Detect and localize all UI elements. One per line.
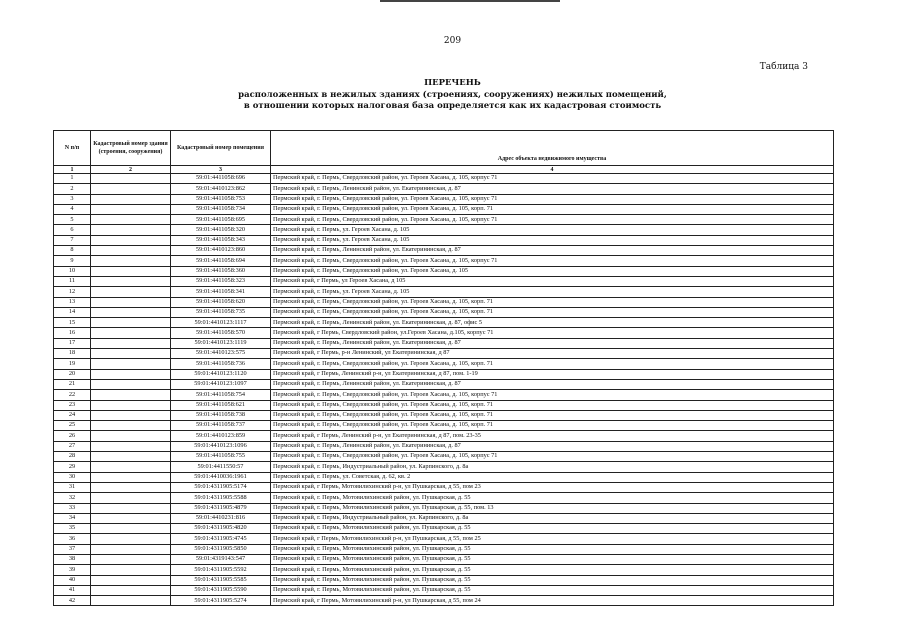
row-number: 2 bbox=[54, 184, 91, 194]
property-address: Пермский край, г. Пермь, Свердловский район, ул. Героев Хасана, д. 105, корп. 71 bbox=[271, 307, 834, 317]
premises-cadastral-number: 59:01:4411058:754 bbox=[171, 390, 271, 400]
building-cadastral-number bbox=[91, 328, 171, 338]
premises-cadastral-number: 59:01:4410123:1119 bbox=[171, 338, 271, 348]
row-number: 23 bbox=[54, 400, 91, 410]
row-number: 34 bbox=[54, 513, 91, 523]
property-address: Пермский край, г Пермь, ул Героев Хасана, д 105 bbox=[271, 276, 834, 286]
premises-cadastral-number: 59:01:4311905:5588 bbox=[171, 493, 271, 503]
property-address: Пермский край, г. Пермь, Свердловский район, ул. Героев Хасана, д. 105, корп. 71 bbox=[271, 359, 834, 369]
property-address: Пермский край, г. Пермь, Ленинский район, ул. Екатерининская, д. 87 bbox=[271, 246, 834, 256]
table-row bbox=[54, 431, 834, 441]
building-cadastral-number bbox=[91, 472, 171, 482]
table-row bbox=[54, 462, 834, 472]
table-row bbox=[54, 194, 834, 204]
building-cadastral-number bbox=[91, 554, 171, 564]
building-cadastral-number bbox=[91, 400, 171, 410]
premises-cadastral-number: 59:01:4411058:734 bbox=[171, 204, 271, 214]
property-address: Пермский край, г Пермь, Свердловский район, ул.Героев Хасана, д.105, корпус 71 bbox=[271, 328, 834, 338]
row-number: 18 bbox=[54, 349, 91, 359]
premises-cadastral-number: 59:01:4411058:735 bbox=[171, 307, 271, 317]
table-row bbox=[54, 596, 834, 606]
property-address: Пермский край, г. Пермь, Ленинский район, ул. Екатерининская, д. 87 bbox=[271, 184, 834, 194]
building-cadastral-number bbox=[91, 276, 171, 286]
property-address: Пермский край, г Пермь, Мотовилихинский р-н, ул Пушкарская, д 55, пом 23 bbox=[271, 482, 834, 492]
table-row bbox=[54, 287, 834, 297]
property-address: Пермский край, г Пермь, р-н Ленинский, ул Екатерининская, д 87 bbox=[271, 349, 834, 359]
building-cadastral-number bbox=[91, 596, 171, 606]
property-address: Пермский край, г. Пермь, Индустриальный район, ул. Карпинского, д. 8а bbox=[271, 513, 834, 523]
table-row bbox=[54, 276, 834, 286]
table-body bbox=[54, 174, 834, 606]
premises-cadastral-number: 59:01:4411058:343 bbox=[171, 235, 271, 245]
row-number: 3 bbox=[54, 194, 91, 204]
title-line-2: расположенных в нежилых зданиях (строениях, сооружениях) нежилых помещений, bbox=[238, 89, 667, 100]
row-number: 13 bbox=[54, 297, 91, 307]
property-address: Пермский край, г. Пермь, Мотовилихинский район, ул. Пушкарская, д. 55 bbox=[271, 544, 834, 554]
row-number: 27 bbox=[54, 441, 91, 451]
property-address: Пермский край, г. Пермь, Мотовилихинский район, ул. Пушкарская, д. 55, пом. 13 bbox=[271, 503, 834, 513]
property-address: Пермский край, г. Пермь, Ленинский район, ул. Екатерининская, д. 87 bbox=[271, 379, 834, 389]
table-row bbox=[54, 235, 834, 245]
row-number: 17 bbox=[54, 338, 91, 348]
table-row bbox=[54, 493, 834, 503]
building-cadastral-number bbox=[91, 369, 171, 379]
table-row bbox=[54, 513, 834, 523]
row-number: 14 bbox=[54, 307, 91, 317]
property-address: Пермский край, г. Пермь, Ленинский район, ул. Екатерининская, д. 87, офис 5 bbox=[271, 318, 834, 328]
table-row bbox=[54, 246, 834, 256]
row-number: 42 bbox=[54, 596, 91, 606]
row-number: 24 bbox=[54, 410, 91, 420]
premises-cadastral-number: 59:01:4319143:547 bbox=[171, 554, 271, 564]
column-number: 3 bbox=[171, 166, 271, 174]
property-address: Пермский край, г. Пермь, Свердловский район, ул. Героев Хасана, д. 105, корпус 71 bbox=[271, 390, 834, 400]
building-cadastral-number bbox=[91, 194, 171, 204]
building-cadastral-number bbox=[91, 544, 171, 554]
table-row bbox=[54, 215, 834, 225]
premises-cadastral-number: 59:01:4410123:575 bbox=[171, 349, 271, 359]
row-number: 5 bbox=[54, 215, 91, 225]
premises-cadastral-number: 59:01:4311905:4745 bbox=[171, 534, 271, 544]
building-cadastral-number bbox=[91, 349, 171, 359]
premises-cadastral-number: 59:01:4410123:860 bbox=[171, 246, 271, 256]
building-cadastral-number bbox=[91, 421, 171, 431]
table-row bbox=[54, 410, 834, 420]
document-title bbox=[0, 78, 905, 113]
row-number: 19 bbox=[54, 359, 91, 369]
premises-cadastral-number: 59:01:4411058:738 bbox=[171, 410, 271, 420]
row-number: 36 bbox=[54, 534, 91, 544]
property-address: Пермский край, г. Пермь, Ленинский район, ул. Екатерининская, д. 87 bbox=[271, 338, 834, 348]
building-cadastral-number bbox=[91, 266, 171, 276]
table-row bbox=[54, 452, 834, 462]
building-cadastral-number bbox=[91, 493, 171, 503]
table-row bbox=[54, 565, 834, 575]
building-cadastral-number bbox=[91, 482, 171, 492]
property-address: Пермский край, г. Пермь, ул. Героев Хасана, д. 105 bbox=[271, 287, 834, 297]
property-address: Пермский край, г. Пермь, Свердловский район, ул. Героев Хасана, д. 105, корп. 71 bbox=[271, 421, 834, 431]
building-cadastral-number bbox=[91, 318, 171, 328]
premises-cadastral-number: 59:01:4411058:694 bbox=[171, 256, 271, 266]
building-cadastral-number bbox=[91, 204, 171, 214]
property-address: Пермский край, г Пермь, Мотовилихинский р-н, ул Пушкарская, д 55, пом 25 bbox=[271, 534, 834, 544]
table-row bbox=[54, 534, 834, 544]
building-cadastral-number bbox=[91, 431, 171, 441]
header-building-cadastral: Кадастровый номер здания (строения, сооружения) bbox=[91, 131, 171, 166]
table-row bbox=[54, 554, 834, 564]
premises-cadastral-number: 59:01:4311905:5592 bbox=[171, 565, 271, 575]
table-row bbox=[54, 421, 834, 431]
premises-cadastral-number: 59:01:4411058:755 bbox=[171, 452, 271, 462]
row-number: 12 bbox=[54, 287, 91, 297]
premises-cadastral-number: 59:01:4311905:5590 bbox=[171, 585, 271, 595]
row-number: 30 bbox=[54, 472, 91, 482]
property-address: Пермский край, г. Пермь, Мотовилихинский район, ул. Пушкарская, д. 55 bbox=[271, 524, 834, 534]
title-line-3: в отношении которых налоговая база определяется как их кадастровая стоимость bbox=[243, 101, 662, 111]
row-number: 39 bbox=[54, 565, 91, 575]
row-number: 4 bbox=[54, 204, 91, 214]
building-cadastral-number bbox=[91, 184, 171, 194]
premises-cadastral-number: 59:01:4411058:621 bbox=[171, 400, 271, 410]
premises-cadastral-number: 59:01:4411058:360 bbox=[171, 266, 271, 276]
table-row bbox=[54, 585, 834, 595]
premises-cadastral-number: 59:01:4410231:816 bbox=[171, 513, 271, 523]
row-number: 28 bbox=[54, 452, 91, 462]
table-row bbox=[54, 204, 834, 214]
table-row bbox=[54, 482, 834, 492]
building-cadastral-number bbox=[91, 452, 171, 462]
table-row bbox=[54, 256, 834, 266]
premises-cadastral-number: 59:01:4311905:5850 bbox=[171, 544, 271, 554]
property-address: Пермский край, г. Пермь, Индустриальный район, ул. Карпинского, д. 8а bbox=[271, 462, 834, 472]
property-address: Пермский край, г. Пермь, Свердловский район, ул. Героев Хасана, д. 105, корпус 71 bbox=[271, 194, 834, 204]
table-row bbox=[54, 307, 834, 317]
premises-cadastral-number: 59:01:4410036:1961 bbox=[171, 472, 271, 482]
premises-cadastral-number: 59:01:4411058:620 bbox=[171, 297, 271, 307]
building-cadastral-number bbox=[91, 287, 171, 297]
table-label: Таблица 3 bbox=[759, 62, 808, 72]
premises-cadastral-number: 59:01:4311905:4820 bbox=[171, 524, 271, 534]
premises-cadastral-number: 59:01:4411058:753 bbox=[171, 194, 271, 204]
table-row bbox=[54, 225, 834, 235]
premises-cadastral-number: 59:01:4410123:1117 bbox=[171, 318, 271, 328]
property-address: Пермский край, г. Пермь, ул. Героев Хасана, д. 105 bbox=[271, 235, 834, 245]
table-row bbox=[54, 297, 834, 307]
property-address: Пермский край, г. Пермь, Свердловский район, ул. Героев Хасана, д. 105, корп. 71 bbox=[271, 204, 834, 214]
table-row bbox=[54, 503, 834, 513]
premises-cadastral-number: 59:01:4411058:696 bbox=[171, 174, 271, 184]
property-address: Пермский край, г. Пермь, ул. Советская, д. 62, кв. 2 bbox=[271, 472, 834, 482]
property-address: Пермский край, г. Пермь, Свердловский район, ул. Героев Хасана, д. 105, корп. 71 bbox=[271, 297, 834, 307]
property-address: Пермский край, г. Пермь, Свердловский район, ул. Героев Хасана, д. 105, корпус 71 bbox=[271, 256, 834, 266]
row-number: 38 bbox=[54, 554, 91, 564]
property-address: Пермский край, г. Пермь, Мотовилихинский район, ул. Пушкарская, д. 55 bbox=[271, 575, 834, 585]
property-address: Пермский край, г. Пермь, Свердловский район, ул. Героев Хасана, д. 105, корп. 71 bbox=[271, 410, 834, 420]
premises-cadastral-number: 59:01:4311905:4879 bbox=[171, 503, 271, 513]
property-address: Пермский край, г. Пермь, Свердловский район, ул. Героев Хасана, д. 105 bbox=[271, 266, 834, 276]
row-number: 7 bbox=[54, 235, 91, 245]
building-cadastral-number bbox=[91, 215, 171, 225]
building-cadastral-number bbox=[91, 441, 171, 451]
row-number: 22 bbox=[54, 390, 91, 400]
premises-cadastral-number: 59:01:4411058:341 bbox=[171, 287, 271, 297]
row-number: 41 bbox=[54, 585, 91, 595]
row-number: 29 bbox=[54, 462, 91, 472]
building-cadastral-number bbox=[91, 225, 171, 235]
row-number: 10 bbox=[54, 266, 91, 276]
premises-cadastral-number: 59:01:4411058:570 bbox=[171, 328, 271, 338]
table-row bbox=[54, 359, 834, 369]
premises-cadastral-number: 59:01:4410123:1096 bbox=[171, 441, 271, 451]
building-cadastral-number bbox=[91, 524, 171, 534]
table-row bbox=[54, 524, 834, 534]
premises-cadastral-number: 59:01:4311905:5274 bbox=[171, 596, 271, 606]
table-row bbox=[54, 318, 834, 328]
page-number: 209 bbox=[443, 36, 462, 46]
table-row bbox=[54, 349, 834, 359]
row-number: 1 bbox=[54, 174, 91, 184]
property-address: Пермский край, г. Пермь, Ленинский район, ул. Екатерининская, д. 87 bbox=[271, 441, 834, 451]
property-address: Пермский край, г. Пермь, Мотовилихинский район, ул. Пушкарская, д. 55 bbox=[271, 585, 834, 595]
row-number: 15 bbox=[54, 318, 91, 328]
building-cadastral-number bbox=[91, 410, 171, 420]
premises-cadastral-number: 59:01:4311905:5585 bbox=[171, 575, 271, 585]
building-cadastral-number bbox=[91, 534, 171, 544]
building-cadastral-number bbox=[91, 575, 171, 585]
building-cadastral-number bbox=[91, 379, 171, 389]
table-row bbox=[54, 184, 834, 194]
building-cadastral-number bbox=[91, 359, 171, 369]
row-number: 40 bbox=[54, 575, 91, 585]
property-address: Пермский край, г. Пермь, Свердловский район, ул. Героев Хасана, д. 105, корпус 71 bbox=[271, 452, 834, 462]
row-number: 21 bbox=[54, 379, 91, 389]
table-row bbox=[54, 379, 834, 389]
table-row bbox=[54, 441, 834, 451]
row-number: 32 bbox=[54, 493, 91, 503]
premises-cadastral-number: 59:01:4311905:5174 bbox=[171, 482, 271, 492]
building-cadastral-number bbox=[91, 256, 171, 266]
column-number: 1 bbox=[54, 166, 91, 174]
table-row bbox=[54, 544, 834, 554]
premises-table bbox=[53, 130, 834, 606]
row-number: 31 bbox=[54, 482, 91, 492]
row-number: 25 bbox=[54, 421, 91, 431]
table-row bbox=[54, 174, 834, 184]
building-cadastral-number bbox=[91, 513, 171, 523]
premises-cadastral-number: 59:01:4411058:323 bbox=[171, 276, 271, 286]
property-address: Пермский край, г Пермь, Ленинский р-н, ул Екатерининская, д 87, пом. 23-35 bbox=[271, 431, 834, 441]
premises-cadastral-number: 59:01:4411058:737 bbox=[171, 421, 271, 431]
property-address: Пермский край, г. Пермь, Мотовилихинский район, ул. Пушкарская, д. 55 bbox=[271, 554, 834, 564]
row-number: 6 bbox=[54, 225, 91, 235]
table-header-row bbox=[54, 131, 834, 166]
table-row bbox=[54, 390, 834, 400]
column-number: 2 bbox=[91, 166, 171, 174]
row-number: 37 bbox=[54, 544, 91, 554]
row-number: 20 bbox=[54, 369, 91, 379]
row-number: 8 bbox=[54, 246, 91, 256]
header-num: N п/п bbox=[54, 131, 91, 166]
table-row bbox=[54, 472, 834, 482]
property-address: Пермский край, г. Пермь, Мотовилихинский район, ул. Пушкарская, д. 55 bbox=[271, 493, 834, 503]
table-row bbox=[54, 369, 834, 379]
row-number: 11 bbox=[54, 276, 91, 286]
building-cadastral-number bbox=[91, 585, 171, 595]
property-address: Пермский край, г. Пермь, Свердловский район, ул. Героев Хасана, д. 105, корпус 71 bbox=[271, 174, 834, 184]
premises-cadastral-number: 59:01:4410123:862 bbox=[171, 184, 271, 194]
premises-cadastral-number: 59:01:4411058:695 bbox=[171, 215, 271, 225]
premises-cadastral-number: 59:01:4411058:320 bbox=[171, 225, 271, 235]
building-cadastral-number bbox=[91, 565, 171, 575]
premises-cadastral-number: 59:01:4411058:736 bbox=[171, 359, 271, 369]
row-number: 16 bbox=[54, 328, 91, 338]
row-number: 26 bbox=[54, 431, 91, 441]
building-cadastral-number bbox=[91, 503, 171, 513]
property-address: Пермский край, г Пермь, Мотовилихинский р-н, ул Пушкарская, д 55, пом 24 bbox=[271, 596, 834, 606]
table-row bbox=[54, 400, 834, 410]
table-row bbox=[54, 338, 834, 348]
premises-cadastral-number: 59:01:4410123:859 bbox=[171, 431, 271, 441]
building-cadastral-number bbox=[91, 462, 171, 472]
row-number: 33 bbox=[54, 503, 91, 513]
premises-cadastral-number: 59:01:4410123:1097 bbox=[171, 379, 271, 389]
property-address: Пермский край, г. Пермь, ул. Героев Хасана, д. 105 bbox=[271, 225, 834, 235]
premises-cadastral-number: 59:01:4410123:1120 bbox=[171, 369, 271, 379]
building-cadastral-number bbox=[91, 246, 171, 256]
property-address: Пермский край, г Пермь, Ленинский р-н, ул Екатерининская, д 87, пом. 1-19 bbox=[271, 369, 834, 379]
building-cadastral-number bbox=[91, 297, 171, 307]
premises-cadastral-number: 59:01:4411550:57 bbox=[171, 462, 271, 472]
property-address: Пермский край, г. Пермь, Свердловский район, ул. Героев Хасана, д. 105, корп. 71 bbox=[271, 400, 834, 410]
building-cadastral-number bbox=[91, 338, 171, 348]
column-number: 4 bbox=[271, 166, 834, 174]
building-cadastral-number bbox=[91, 174, 171, 184]
column-number-row bbox=[54, 166, 834, 174]
scan-edge-line bbox=[380, 0, 560, 2]
property-address: Пермский край, г. Пермь, Мотовилихинский район, ул. Пушкарская, д. 55 bbox=[271, 565, 834, 575]
header-address: Адрес объекта недвижимого имущества bbox=[271, 131, 834, 166]
title-line-1: ПЕРЕЧЕНЬ bbox=[424, 78, 481, 88]
row-number: 35 bbox=[54, 524, 91, 534]
table-row bbox=[54, 328, 834, 338]
table-row bbox=[54, 266, 834, 276]
building-cadastral-number bbox=[91, 307, 171, 317]
building-cadastral-number bbox=[91, 390, 171, 400]
property-address: Пермский край, г. Пермь, Свердловский район, ул. Героев Хасана, д. 105, корпус 71 bbox=[271, 215, 834, 225]
header-premises-cadastral: Кадастровый номер помещения bbox=[171, 131, 271, 166]
building-cadastral-number bbox=[91, 235, 171, 245]
row-number: 9 bbox=[54, 256, 91, 266]
table-row bbox=[54, 575, 834, 585]
